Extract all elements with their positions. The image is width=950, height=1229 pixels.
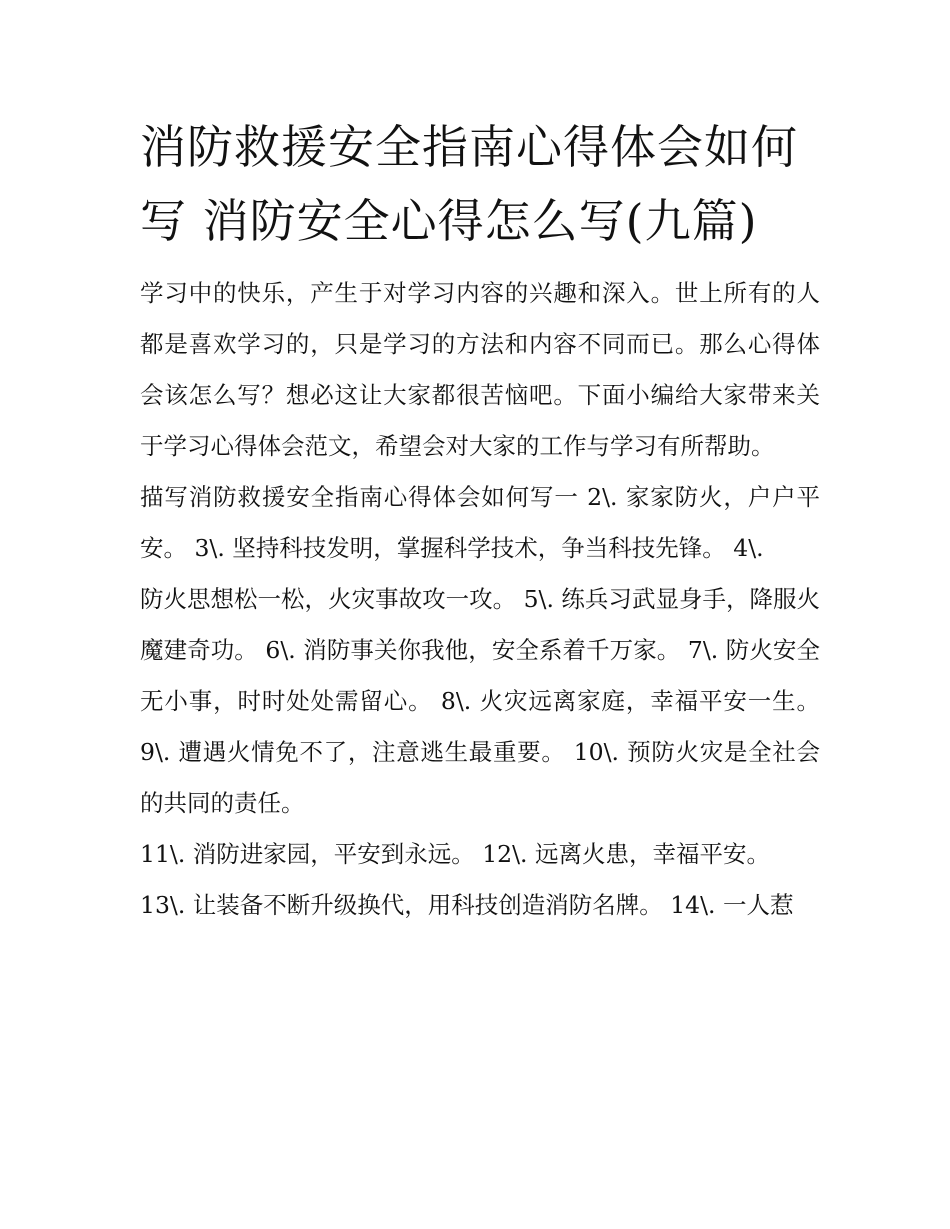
intro-paragraph: 学习中的快乐，产生于对学习内容的兴趣和深入。世上所有的人都是喜欢学习的，只是学习的方法和内容不同而已。那么心得体会该怎么写？想必这让大家都很苦恼吧。下面小编给大家带来关于学习心得体会范文，希望会对大家的工作与学习有所帮助。 (140, 279, 820, 460)
slogan-paragraph-2: 防火思想松一松，火灾事故攻一攻。 5\. 练兵习武显身手，降服火魔建奇功。 6\. 消防事关你我他，安全系着千万家。 7\. 防火安全无小事，时时处处需留心。 8\. 火灾远离家庭，幸福平安一生。 9\. 遭遇火情免不了，注意逃生最重要。 10\. 预防火灾是全社会的共同的责任。 (140, 585, 820, 817)
document-body (140, 268, 820, 931)
slogan-paragraph-3: 11\. 消防进家园，平安到永远。 12\. 远离火患，幸福平安。 (140, 840, 770, 868)
document-page (140, 110, 820, 931)
slogan-paragraph-1: 描写消防救援安全指南心得体会如何写一 2\. 家家防火，户户平安。 3\. 坚持科技发明，掌握科学技术，争当科技先锋。 4\. (140, 483, 820, 562)
document-title: 消防救援安全指南心得体会如何写 消防安全心得怎么写(九篇) (140, 120, 798, 248)
slogan-paragraph-4: 13\. 让装备不断升级换代，用科技创造消防名牌。 14\. 一人惹 (140, 891, 794, 919)
